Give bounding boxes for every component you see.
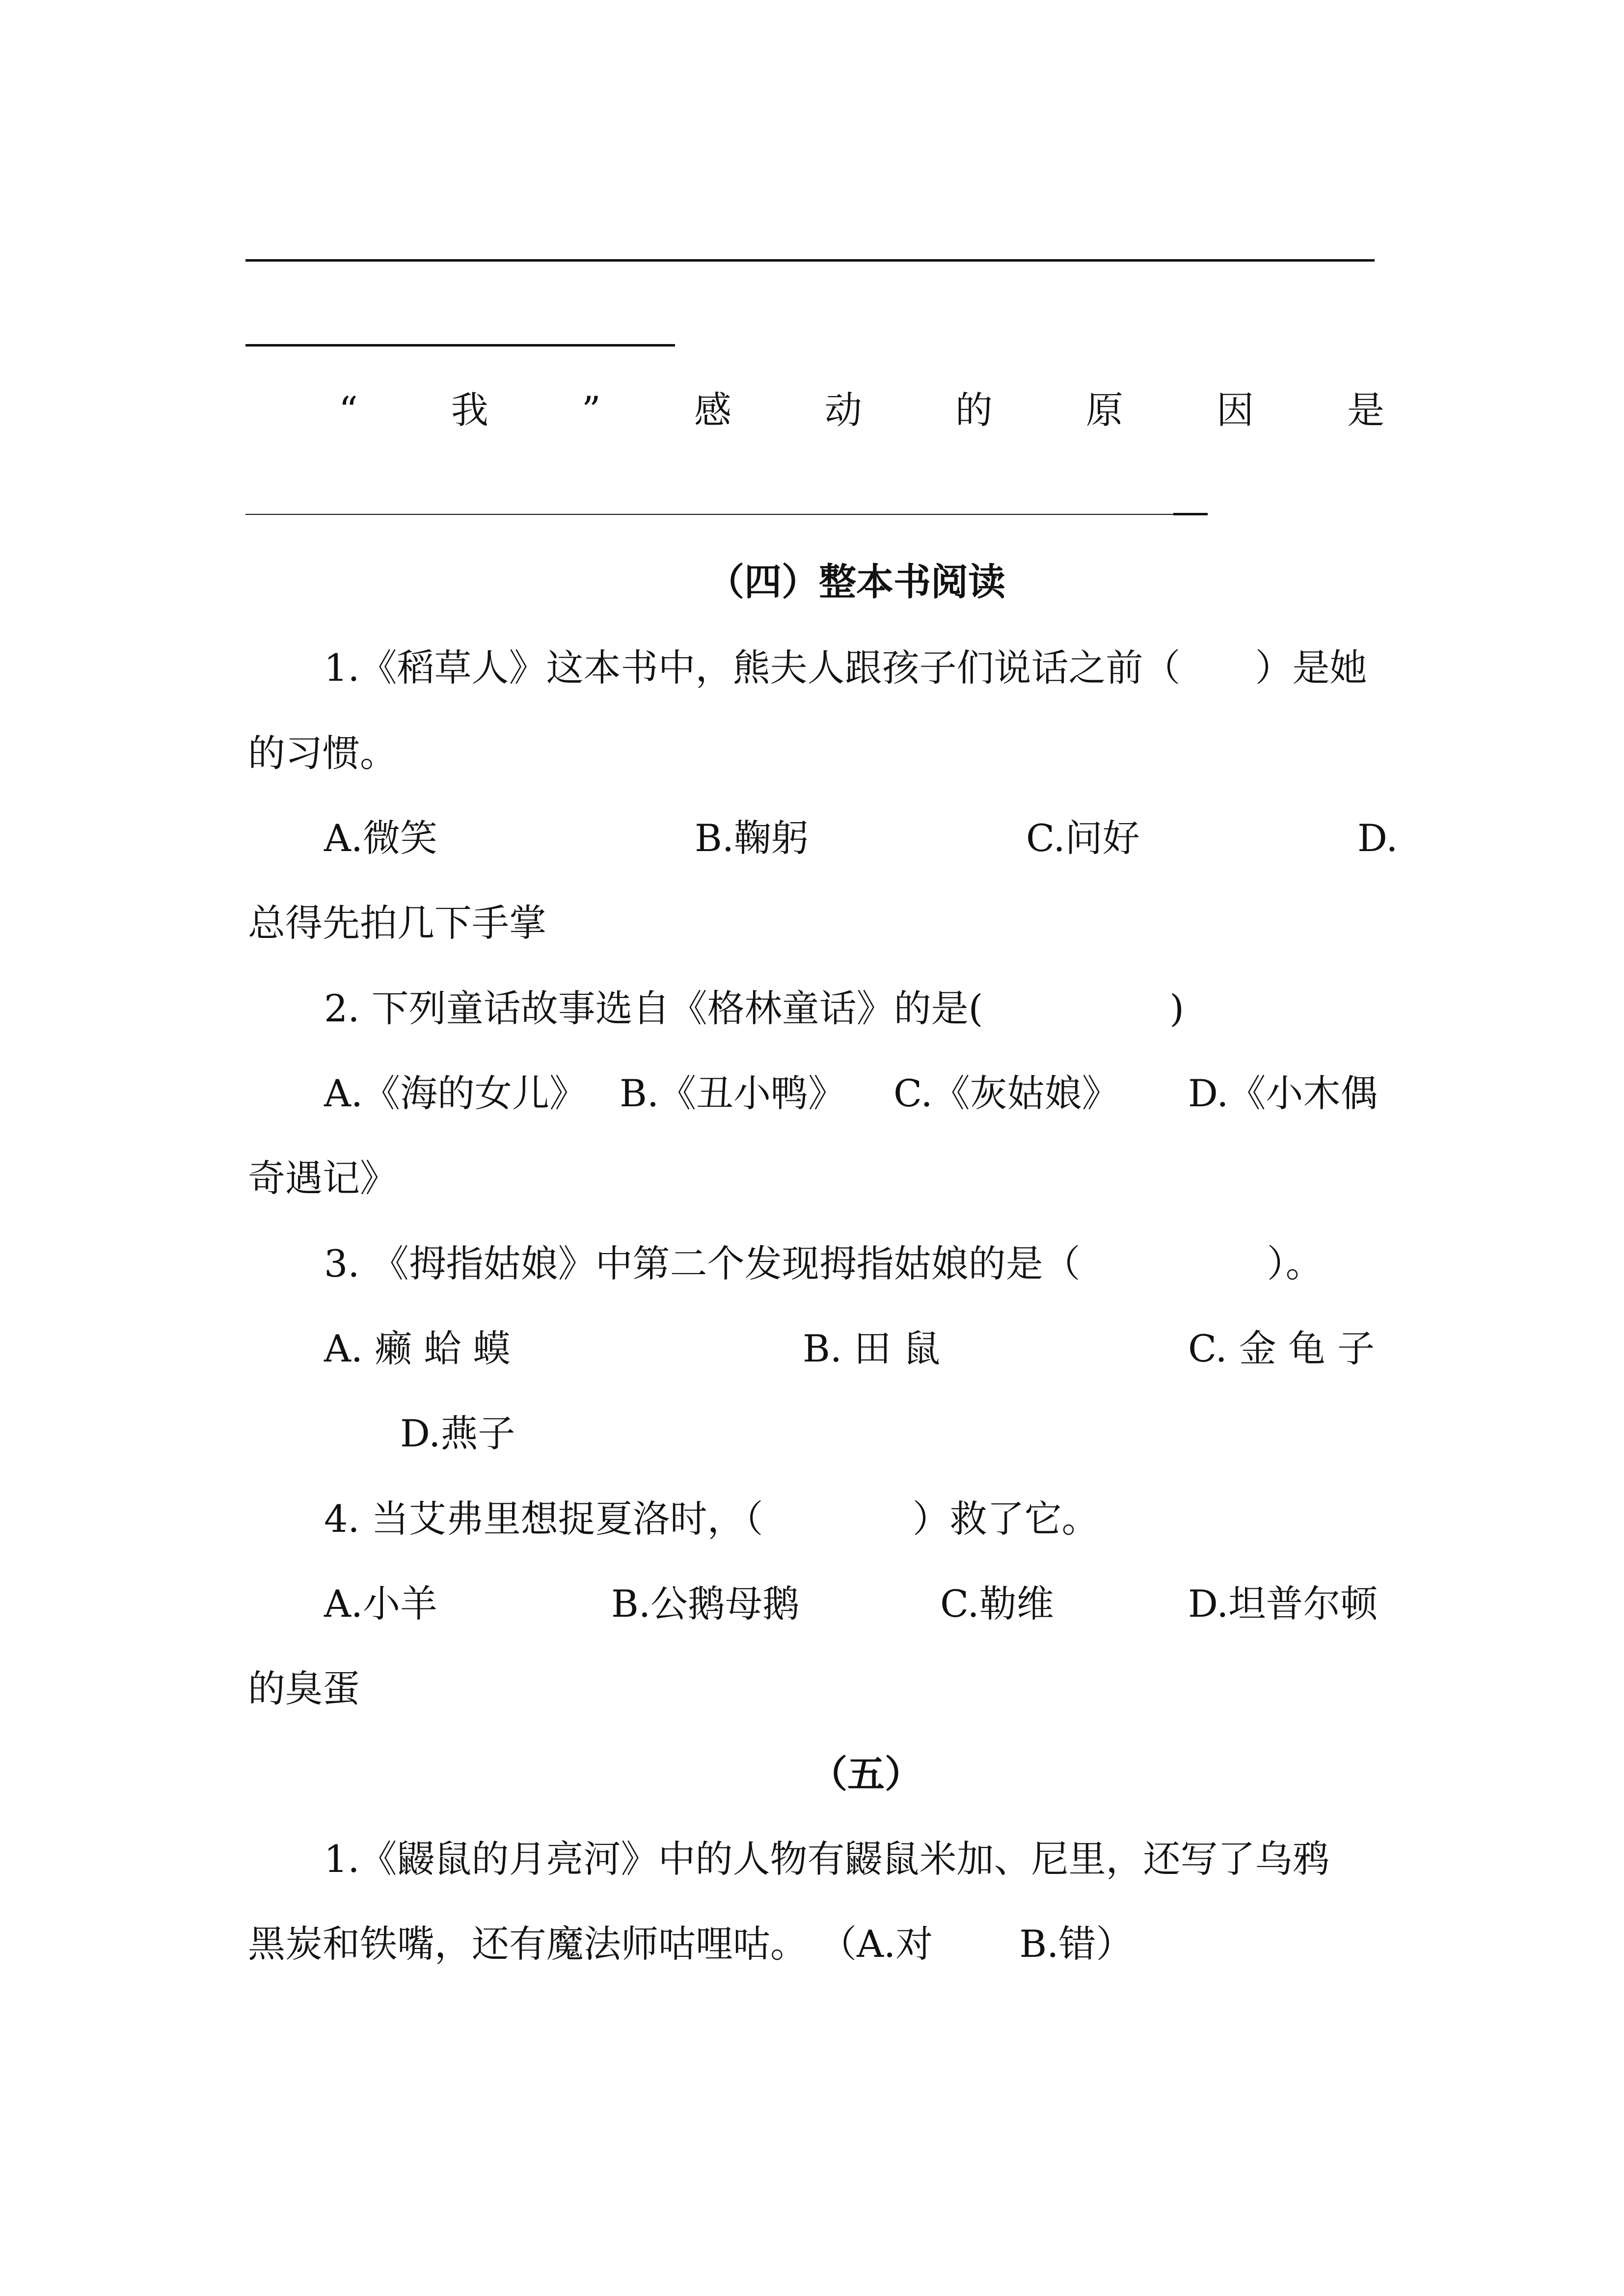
q1-option-d: D. — [1357, 816, 1398, 860]
q2-line-1: 2. 下列童话故事选自《格林童话》的是( ) — [324, 987, 1184, 1030]
q4-option-c: C.勒维 — [940, 1582, 1054, 1626]
prompt-char: 我 — [451, 388, 488, 432]
prompt-char: 原 — [1085, 388, 1123, 432]
prompt-char: 动 — [824, 388, 862, 432]
answer-line-3-end — [1173, 513, 1208, 515]
q3-option-c: C. 金 龟 子 — [1188, 1327, 1375, 1370]
q4-option-d-cont: 的臭蛋 — [248, 1667, 360, 1710]
s5-q1-line-1: 1.《鼹鼠的月亮河》中的人物有鼹鼠米加、尼里，还写了乌鸦 — [324, 1837, 1330, 1881]
q1-option-c: C.问好 — [1026, 816, 1140, 860]
q2-option-d-cont: 奇遇记》 — [248, 1156, 397, 1200]
answer-line-3 — [245, 514, 1173, 515]
q3-option-d: D.燕子 — [400, 1412, 515, 1455]
prompt-char: 的 — [955, 388, 993, 432]
q2-option-c: C.《灰姑娘》 — [893, 1071, 1119, 1115]
q4-option-d: D.坦普尔顿 — [1188, 1582, 1378, 1626]
q1-option-b: B.鞠躬 — [695, 816, 809, 860]
q1-option-a: A.微笑 — [324, 816, 438, 860]
prompt-char: “ — [339, 388, 358, 432]
q4-option-b: B.公鹅母鹅 — [611, 1582, 800, 1626]
section-4-heading: （四）整本书阅读 — [707, 560, 1005, 604]
q1-option-d-cont: 总得先拍几下手掌 — [248, 901, 546, 945]
q2-option-b: B.《丑小鸭》 — [620, 1071, 846, 1115]
prompt-char: ” — [581, 388, 601, 432]
moved-reason-prompt — [339, 388, 1384, 432]
prompt-char: 感 — [694, 388, 731, 432]
q3-line-1: 3. 《拇指姑娘》中第二个发现拇指姑娘的是（ ）。 — [324, 1242, 1323, 1285]
q1-line-1: 1.《稻草人》这本书中，熊夫人跟孩子们说话之前（ ）是她 — [324, 646, 1367, 690]
q1-line-2: 的习惯。 — [248, 731, 397, 775]
prompt-char: 因 — [1216, 388, 1254, 432]
answer-line-2 — [245, 344, 675, 347]
q2-option-d: D.《小木偶 — [1188, 1071, 1378, 1115]
q4-line-1: 4. 当艾弗里想捉夏洛时，（ ）救了它。 — [324, 1497, 1099, 1541]
section-5-heading: （五） — [810, 1752, 922, 1796]
q3-option-b: B. 田 鼠 — [803, 1327, 941, 1370]
q2-option-a: A.《海的女儿》 — [324, 1071, 587, 1115]
q3-option-a: A. 癞 蛤 蟆 — [324, 1327, 511, 1370]
answer-line-1 — [245, 259, 1375, 262]
q4-option-a: A.小羊 — [324, 1582, 438, 1626]
prompt-char: 是 — [1347, 388, 1384, 432]
s5-q1-line-2: 黑炭和铁嘴，还有魔法师咕哩咕。 （A.对 B.错） — [248, 1922, 1134, 1966]
